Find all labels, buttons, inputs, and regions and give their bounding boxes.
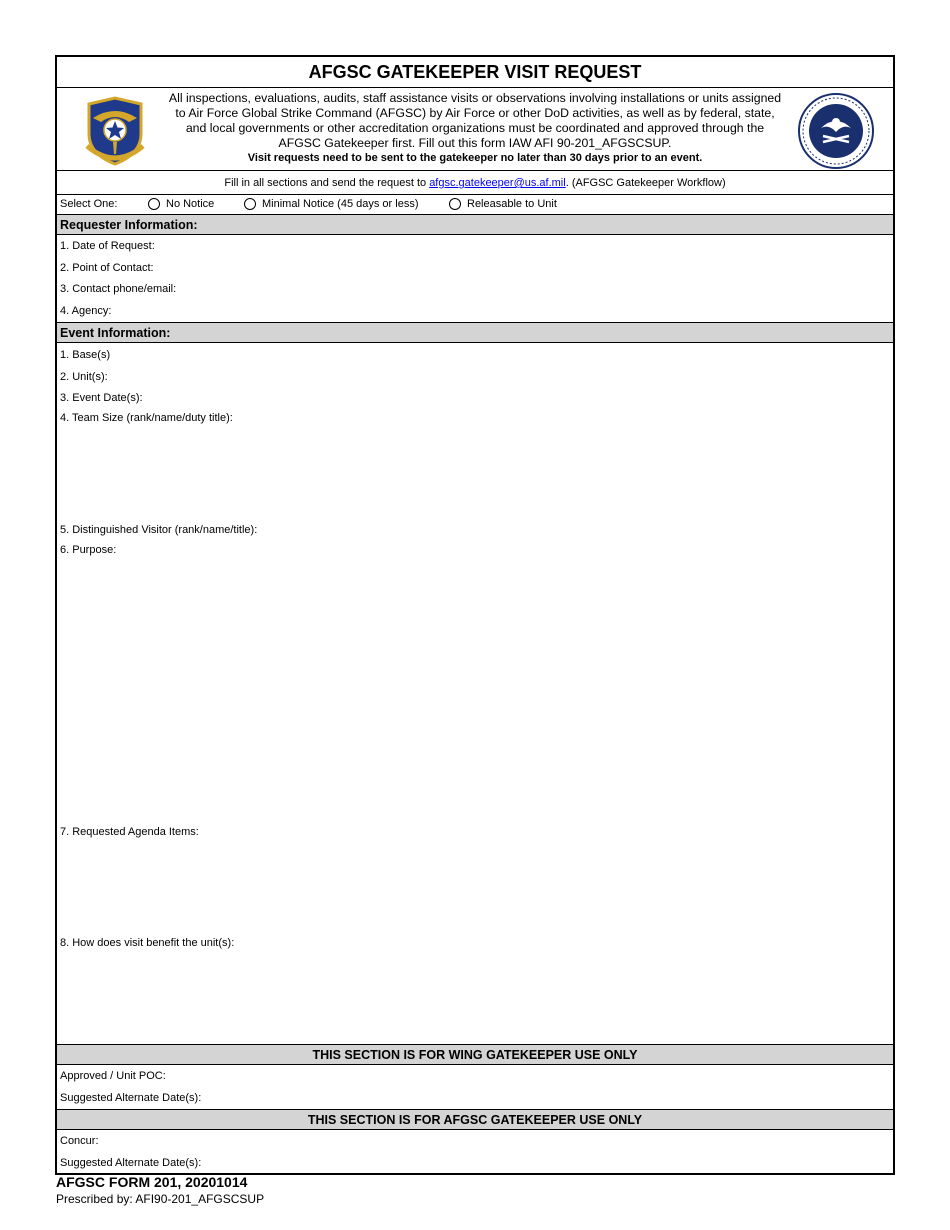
bases-field[interactable]: 1. Base(s)	[60, 349, 111, 361]
form-header	[57, 88, 893, 171]
visit-benefit-field[interactable]: 8. How does visit benefit the unit(s):	[60, 937, 235, 949]
date-of-request-field[interactable]: 1. Date of Request:	[60, 240, 155, 252]
wing-alternate-dates-field[interactable]: Suggested Alternate Date(s):	[60, 1092, 202, 1104]
wing-gatekeeper-heading: THIS SECTION IS FOR WING GATEKEEPER USE ONLY	[57, 1044, 893, 1065]
gatekeeper-email-link[interactable]: afgsc.gatekeeper@us.af.mil	[429, 177, 566, 189]
afgsc-shield-logo	[79, 94, 151, 166]
select-one-row	[57, 195, 893, 213]
afgsc-gatekeeper-heading: THIS SECTION IS FOR AFGSC GATEKEEPER USE ONLY	[57, 1109, 893, 1130]
form-number: AFGSC FORM 201, 20201014	[56, 1174, 248, 1190]
form-title: AFGSC GATEKEEPER VISIT REQUEST	[57, 57, 893, 88]
releasable-label: Releasable to Unit	[467, 198, 557, 210]
afgsc-alternate-dates-field[interactable]: Suggested Alternate Date(s):	[60, 1157, 202, 1169]
inspector-general-seal	[797, 92, 875, 170]
visit-request-form	[55, 55, 895, 1175]
instructions-prefix: Fill in all sections and send the request to	[224, 177, 430, 189]
purpose-field[interactable]: 6. Purpose:	[60, 544, 117, 556]
contact-phone-email-field[interactable]: 3. Contact phone/email:	[60, 283, 177, 295]
no-notice-radio[interactable]	[148, 198, 160, 210]
no-notice-label: No Notice	[166, 198, 215, 210]
minimal-notice-radio[interactable]	[244, 198, 256, 210]
point-of-contact-field[interactable]: 2. Point of Contact:	[60, 262, 154, 274]
concur-field[interactable]: Concur:	[60, 1135, 99, 1147]
instructions-suffix: . (AFGSC Gatekeeper Workflow)	[565, 177, 726, 189]
agency-field[interactable]: 4. Agency:	[60, 305, 112, 317]
distinguished-visitor-field[interactable]: 5. Distinguished Visitor (rank/name/title):	[60, 524, 258, 536]
event-heading: Event Information:	[57, 322, 893, 343]
select-one-label: Select One:	[60, 198, 118, 210]
team-size-field[interactable]: 4. Team Size (rank/name/duty title):	[60, 412, 233, 424]
event-dates-field[interactable]: 3. Event Date(s):	[60, 392, 143, 404]
deadline-notice: Visit requests need to be sent to the gatekeeper no later than 30 days prior to an event.	[247, 152, 703, 164]
requester-heading: Requester Information:	[57, 214, 893, 235]
minimal-notice-label: Minimal Notice (45 days or less)	[262, 198, 419, 210]
units-field[interactable]: 2. Unit(s):	[60, 371, 108, 383]
approved-unit-poc-field[interactable]: Approved / Unit POC:	[60, 1070, 166, 1082]
intro-text: All inspections, evaluations, audits, staff assistance visits or observations involving installations or units assigned to Air Force Global Strike Command (AFGSC) by Air Force or other DoD activities, as well as by federal, state, and local governments or other accreditation organizations must be coordinated and approved through the AFGSC Gatekeeper first. Fill out this form IAW AFI 90-201_AFGSCSUP.	[168, 91, 782, 150]
instructions-row	[57, 172, 893, 195]
prescribed-by: Prescribed by: AFI90-201_AFGSCSUP	[56, 1192, 265, 1206]
releasable-radio[interactable]	[449, 198, 461, 210]
agenda-items-field[interactable]: 7. Requested Agenda Items:	[60, 826, 199, 838]
